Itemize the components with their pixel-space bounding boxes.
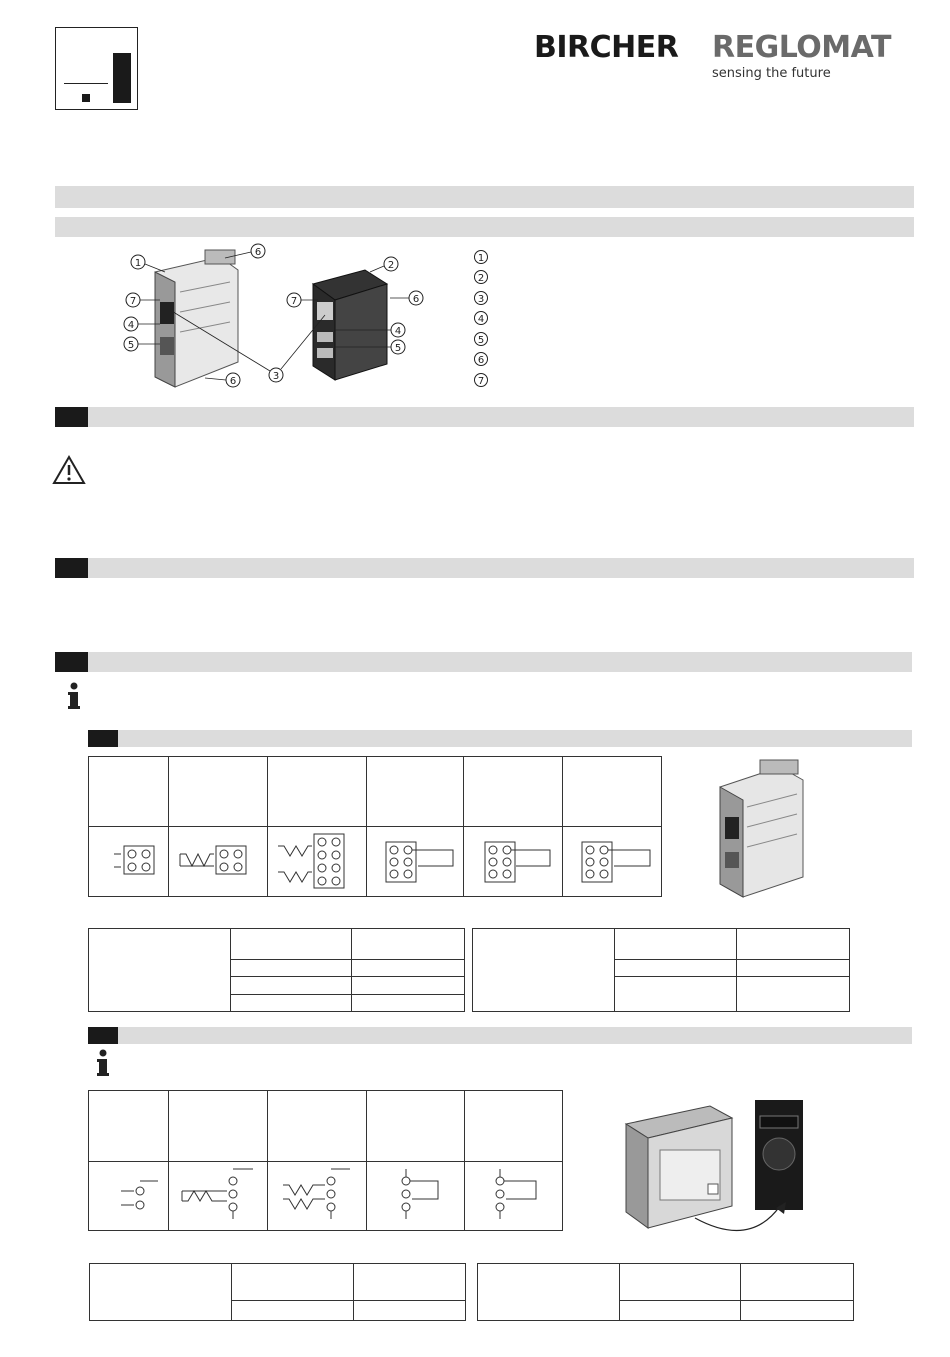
legend-numbers (472, 249, 492, 389)
svg-text:5: 5 (477, 335, 485, 346)
subsection-3-2-marker (88, 1027, 118, 1044)
callout-2: 2 (387, 260, 395, 271)
spec-table-d (477, 1263, 854, 1321)
svg-text:6: 6 (477, 355, 485, 366)
section-3-marker (55, 652, 88, 672)
callout-4: 4 (127, 320, 135, 331)
svg-text:7: 7 (477, 376, 485, 387)
subsection-3-1-marker (88, 730, 118, 747)
callout-1: 1 (134, 258, 142, 269)
spec-table-b (472, 928, 850, 1012)
callout-5: 5 (127, 340, 135, 351)
info-icon-2 (94, 1049, 112, 1077)
section-1-marker (55, 407, 88, 427)
section-2-bar (88, 558, 914, 578)
spec-table-a (88, 928, 465, 1012)
section-2-marker (55, 558, 88, 578)
section-3-bar (88, 652, 912, 672)
svg-text:3: 3 (477, 294, 485, 305)
callout-7b: 7 (290, 296, 298, 307)
callout-4b: 4 (394, 326, 402, 337)
callout-6: 6 (254, 247, 262, 258)
subsection-3-1-bar (118, 730, 912, 747)
callout-5b: 5 (394, 343, 402, 354)
section-1-bar (88, 407, 914, 427)
callout-7: 7 (129, 296, 137, 307)
svg-text:1: 1 (477, 253, 485, 264)
warning-icon (52, 455, 86, 485)
callout-6b: 6 (229, 376, 237, 387)
spec-table-c (89, 1263, 466, 1321)
svg-text:2: 2 (477, 273, 485, 284)
brand-name-reglomat: REGLOMAT (712, 30, 891, 65)
info-icon (65, 682, 83, 710)
terminal-diagram-row-plug-in (88, 1161, 563, 1231)
callout-3: 3 (272, 371, 280, 382)
subsection-3-2-bar (118, 1027, 912, 1044)
brand-name-bircher: BIRCHER (534, 30, 679, 65)
product-image-plug-in-socket (620, 1088, 810, 1248)
callout-6c: 6 (412, 294, 420, 305)
product-image-din-rail-2 (705, 752, 815, 900)
svg-text:4: 4 (477, 314, 485, 325)
brand-slogan: sensing the future (712, 66, 831, 81)
terminal-diagram-row-din (88, 826, 662, 897)
